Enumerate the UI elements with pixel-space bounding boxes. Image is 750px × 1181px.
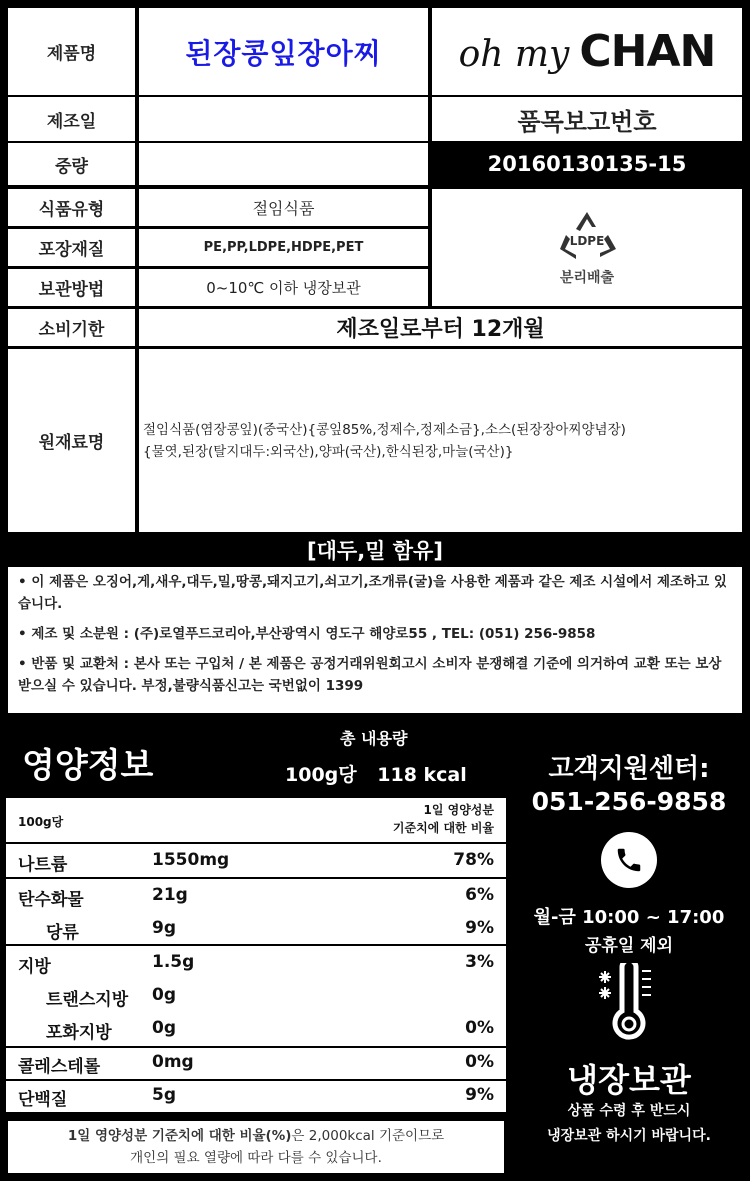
storage-line-2: 냉장보관 하시기 바랍니다. — [547, 1128, 711, 1144]
nutrient-group-carbs — [6, 879, 506, 944]
allergen-banner — [6, 533, 744, 567]
footnote-line-2: 개인의 필요 열량에 따라 다를 수 있습니다. — [130, 1150, 382, 1166]
expiry-value — [139, 309, 742, 346]
packaging-value — [139, 229, 428, 266]
nutrient-amount: 1550mg — [152, 850, 230, 870]
report-number-label-cell — [432, 97, 742, 141]
nutrient-amount: 0g — [152, 985, 176, 1005]
calorie-info — [285, 760, 467, 787]
total-content-label: 총 내용량 — [340, 729, 408, 748]
storage-line-1: 상품 수령 후 반드시 — [567, 1103, 691, 1119]
storage-title: 냉장보관 — [567, 1061, 691, 1099]
nutrient-name: 포화지방 — [46, 1023, 112, 1043]
ingredients-value — [139, 349, 742, 532]
brand-logo — [432, 8, 742, 95]
nutrient-pct: 9% — [465, 918, 494, 938]
nutrition-title: 영양정보 — [22, 746, 154, 786]
allergen-text: [대두,밀 함유] — [307, 539, 443, 563]
nutrient-row-protein — [6, 1081, 506, 1112]
report-number-label: 품목보고번호 — [517, 107, 657, 136]
report-number-value-cell — [432, 143, 742, 185]
support-title: 고객지원센터: — [548, 754, 710, 784]
label-text: 제품명 — [46, 44, 97, 64]
thermometer-icon — [596, 963, 666, 1043]
recycle-ldpe-icon — [552, 209, 622, 265]
label-text: 보관방법 — [38, 280, 105, 300]
svg-text:LDPE: LDPE — [569, 233, 605, 248]
notes-box — [8, 567, 742, 713]
support-phone: 051-256-9858 — [531, 787, 727, 816]
value-text: 제조일로부터 12개월 — [336, 317, 545, 342]
nutrient-pct: 78% — [453, 850, 494, 870]
report-number-value: 20160130135-15 — [487, 152, 687, 176]
logo-text — [459, 26, 716, 77]
label-text: 제조일 — [46, 111, 97, 132]
nutrient-pct: 3% — [465, 952, 494, 972]
nutrient-name: 트랜스지방 — [46, 990, 129, 1010]
label-weight — [8, 143, 135, 185]
nutrition-footnote — [8, 1121, 504, 1173]
value-text: PE,PP,LDPE,HDPE,PET — [203, 240, 364, 255]
value-text: 0~10℃ 이하 냉장보관 — [206, 279, 361, 297]
note-cross-contamination: • 이 제품은 오징어,게,새우,대두,밀,땅콩,돼지고기,쇠고기,조개류(굴)을 사용한 제품과 같은 제조 시설에서 제조하고 있습니다. — [18, 574, 727, 612]
nutrient-amount: 0mg — [152, 1052, 194, 1072]
value-text: 절임식품 — [252, 199, 315, 218]
product-name-cell — [139, 8, 428, 95]
label-food-type — [8, 189, 135, 226]
product-name: 된장콩잎장아찌 — [185, 36, 382, 70]
label-text: 식품유형 — [38, 200, 105, 220]
logo-script: oh my — [458, 34, 570, 75]
recycle-cell — [432, 189, 742, 306]
phone-icon — [601, 832, 657, 888]
nutrient-pct: 0% — [465, 1052, 494, 1072]
kcal-value: 118 kcal — [377, 764, 467, 786]
label-ingredients — [8, 349, 135, 532]
header-per-100g: 100g당 — [18, 815, 64, 829]
nutrient-amount: 21g — [152, 885, 188, 905]
nutrient-amount: 5g — [152, 1085, 176, 1105]
header-daily-value-2: 기준치에 대한 비율 — [392, 821, 494, 835]
nutrient-name: 당류 — [46, 923, 79, 943]
label-text: 소비기한 — [38, 320, 105, 340]
note-manufacturer: • 제조 및 소분원 : (주)로열푸드코리아,부산광역시 영도구 해양로55 , TEL: (051) 256-9858 — [18, 626, 596, 642]
ingredients-line-1: 절임식품(염장콩잎)(중국산){콩잎85%,정제수,정제소금},소스(된장장아찌양념장) — [143, 422, 626, 438]
nutrient-pct: 6% — [465, 885, 494, 905]
nutrient-row-cholesterol — [6, 1048, 506, 1079]
label-manufacture-date — [8, 97, 135, 141]
label-text: 포장재질 — [38, 240, 105, 260]
label-text: 원재료명 — [38, 433, 105, 453]
label-expiry — [8, 309, 135, 346]
note-returns: • 반품 및 교환처 : 본사 또는 구입처 / 본 제품은 공정거래위원회고시 소비자 분쟁해결 기준에 의거하여 교환 또는 보상 받으실 수 있습니다. 부정,불량식품신고는 국번없이 1399 — [18, 656, 722, 694]
nutrient-row-sodium — [6, 844, 506, 877]
nutrient-name: 단백질 — [18, 1090, 68, 1110]
nutrient-name: 지방 — [18, 957, 51, 977]
label-product-name — [8, 8, 135, 95]
logo-brand: CHAN — [579, 26, 716, 77]
support-hours: 월-금 10:00 ~ 17:00 — [533, 907, 725, 928]
nutrient-amount: 1.5g — [152, 952, 195, 972]
ingredients-line-2: {물엿,된장(탈지대두:외국산),양파(국산),한식된장,마늘(국산)} — [143, 444, 514, 460]
footnote-rest: 은 2,000kcal 기준이므로 — [291, 1128, 445, 1144]
nutrient-group-fat — [6, 946, 506, 1046]
nutrient-amount: 9g — [152, 918, 176, 938]
weight-value — [139, 143, 428, 185]
footnote-bold: 1일 영양성분 기준치에 대한 비율(%) — [67, 1128, 292, 1144]
nutrient-pct: 9% — [465, 1085, 494, 1105]
per-serving: 100g당 — [285, 764, 357, 786]
label-storage — [8, 269, 135, 306]
food-type-value — [139, 189, 428, 226]
nutrient-name: 탄수화물 — [18, 890, 84, 910]
nutrient-name: 나트륨 — [18, 855, 68, 875]
nutrient-pct: 0% — [465, 1018, 494, 1038]
label-text: 중량 — [55, 156, 88, 177]
nutrient-name: 콜레스테롤 — [18, 1057, 101, 1077]
nutrition-header — [6, 798, 506, 842]
manufacture-date-value — [139, 97, 428, 141]
recycle-caption: 분리배출 — [559, 269, 615, 286]
support-holiday: 공휴일 제외 — [584, 936, 674, 956]
label-packaging — [8, 229, 135, 266]
nutrient-amount: 0g — [152, 1018, 176, 1038]
storage-value — [139, 269, 428, 306]
header-daily-value-1: 1일 영양성분 — [423, 803, 494, 817]
